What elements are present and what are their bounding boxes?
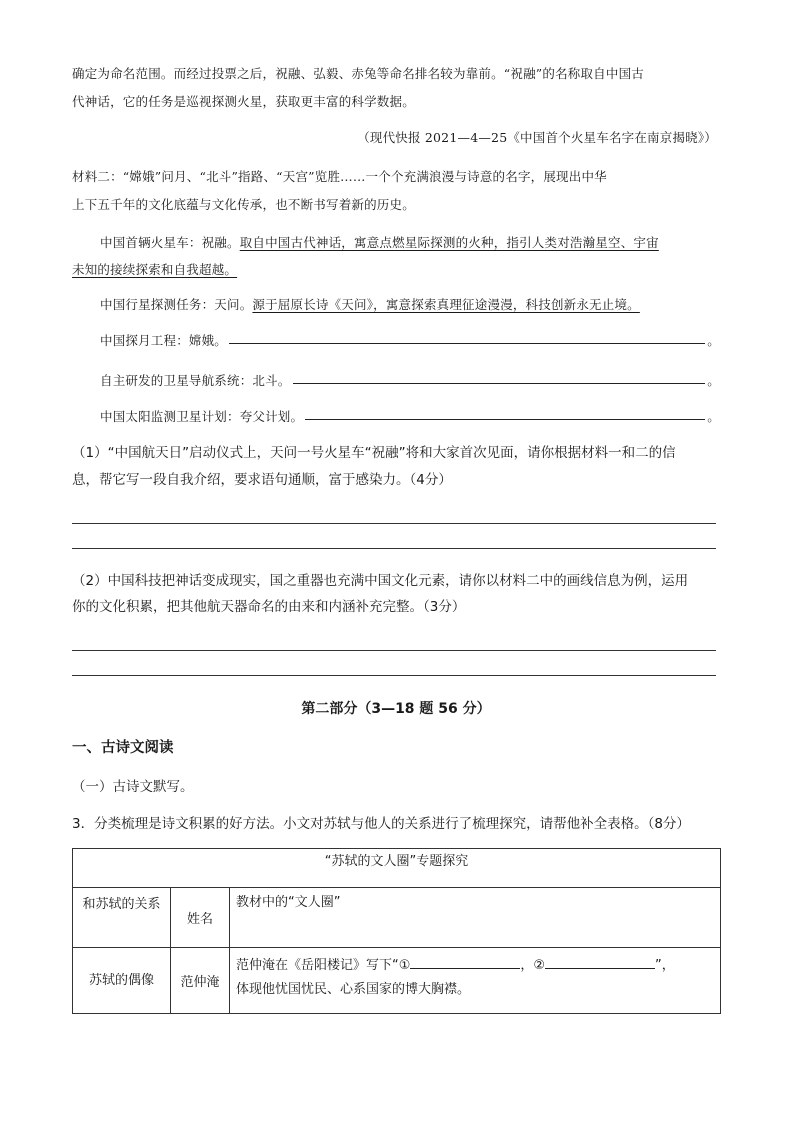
material1-line2: 代神话，它的任务是巡视探测火星，获取更丰富的科学数据。 [72,94,415,109]
question1-line2: 息，帮它写一段自我介绍，要求语句通顺，富于感染力。（4分） [72,472,452,488]
fill-blank[interactable] [293,382,706,384]
tianwen-underlined: 源于屈原长诗《天问》，寓意探索真理征途漫漫，科技创新永无止境。 [252,297,640,312]
mars-rover-line2 [72,256,720,284]
mars-prefix: 中国首辆火星车：祝融。 [100,235,240,250]
fill-label: 中国探月工程：嫦娥。 [100,333,228,348]
section-heading: 一、古诗文阅读 [72,740,174,756]
fill-label: 中国太阳监测卫星计划：夸父计划。 [100,409,304,424]
blank-2[interactable] [545,954,655,969]
answer-line[interactable] [72,548,716,549]
question1-line1: （1）“中国航天日”启动仪式上，天问一号火星车“祝融”将和大家首次见面，请你根据材料一和二的信 [72,445,676,461]
header-relation: 和苏轼的关系 [73,888,171,948]
question2-line1: （2）中国科技把神话变成现实，国之重器也充满中国文化元素，请你以材料二中的画线信息为例，运用 [72,573,689,589]
material2-intro-line1: 材料二：“嫦娥”问月、“北斗”指路、“天宫”览胜……一个个充满浪漫与诗意的名字，展现出中华 [72,169,607,184]
fill-label: 自主研发的卫星导航系统：北斗。 [100,373,291,388]
material1-source: （现代快报 2021—4—25《中国首个火星车名字在南京揭晓》） [357,130,717,145]
mars-underlined-2: 未知的接续探索和自我超越。 [72,262,238,277]
cell-circle-line1: 范仲淹在《岳阳楼记》写下“① ，② ”， [236,954,720,978]
header-name: 姓名 [171,888,230,948]
fill-item-kuafu[interactable]: 中国太阳监测卫星计划：夸父计划。 。 [100,409,720,424]
topic-table [72,848,721,1014]
header-circle: 教材中的“文人圈” [230,888,721,948]
answer-line[interactable] [72,523,716,524]
part2-title: 第二部分（3—18 题 56 分） [301,701,491,717]
cell-circle-line2: 体现他忧国忧民、心系国家的博大胸襟。 [236,982,471,997]
material2-intro-line2: 上下五千年的文化底蕴与文化传承，也不断书写着新的历史。 [72,197,415,212]
fill-blank[interactable] [229,342,705,344]
question3: 3．分类梳理是诗文积累的好方法。小文对苏轼与他人的关系进行了梳理探究，请帮他补全表格。（8分） [72,816,690,832]
cell-circle [230,948,721,1014]
mars-underlined-1: 取自中国古代神话，寓意点燃星际探测的火种，指引人类对浩瀚星空、宇宙 [239,235,659,250]
cell-relation: 苏轼的偶像 [73,948,171,1014]
blank-1[interactable] [410,954,520,969]
subsection-heading: （一）古诗文默写。 [72,779,194,795]
cell-name: 范仲淹 [171,948,230,1014]
fill-item-beidou[interactable]: 自主研发的卫星导航系统：北斗。 。 [100,373,720,388]
tianwen-line [100,291,720,319]
mars-rover-line [100,229,720,257]
question2-line2: 你的文化积累，把其他航天器命名的由来和内涵补充完整。（3分） [72,599,466,615]
fill-item-change[interactable]: 中国探月工程：嫦娥。 。 [100,333,720,348]
tianwen-prefix: 中国行星探测任务：天问。 [100,297,253,312]
table-title: “苏轼的文人圈”专题探究 [73,849,721,888]
material1-line1: 确定为命名范围。而经过投票之后，祝融、弘毅、赤兔等命名排名较为靠前。“祝融”的名称取自中国古 [72,66,644,81]
answer-line[interactable] [72,675,716,676]
fill-blank[interactable] [305,418,705,420]
answer-line[interactable] [72,650,716,651]
